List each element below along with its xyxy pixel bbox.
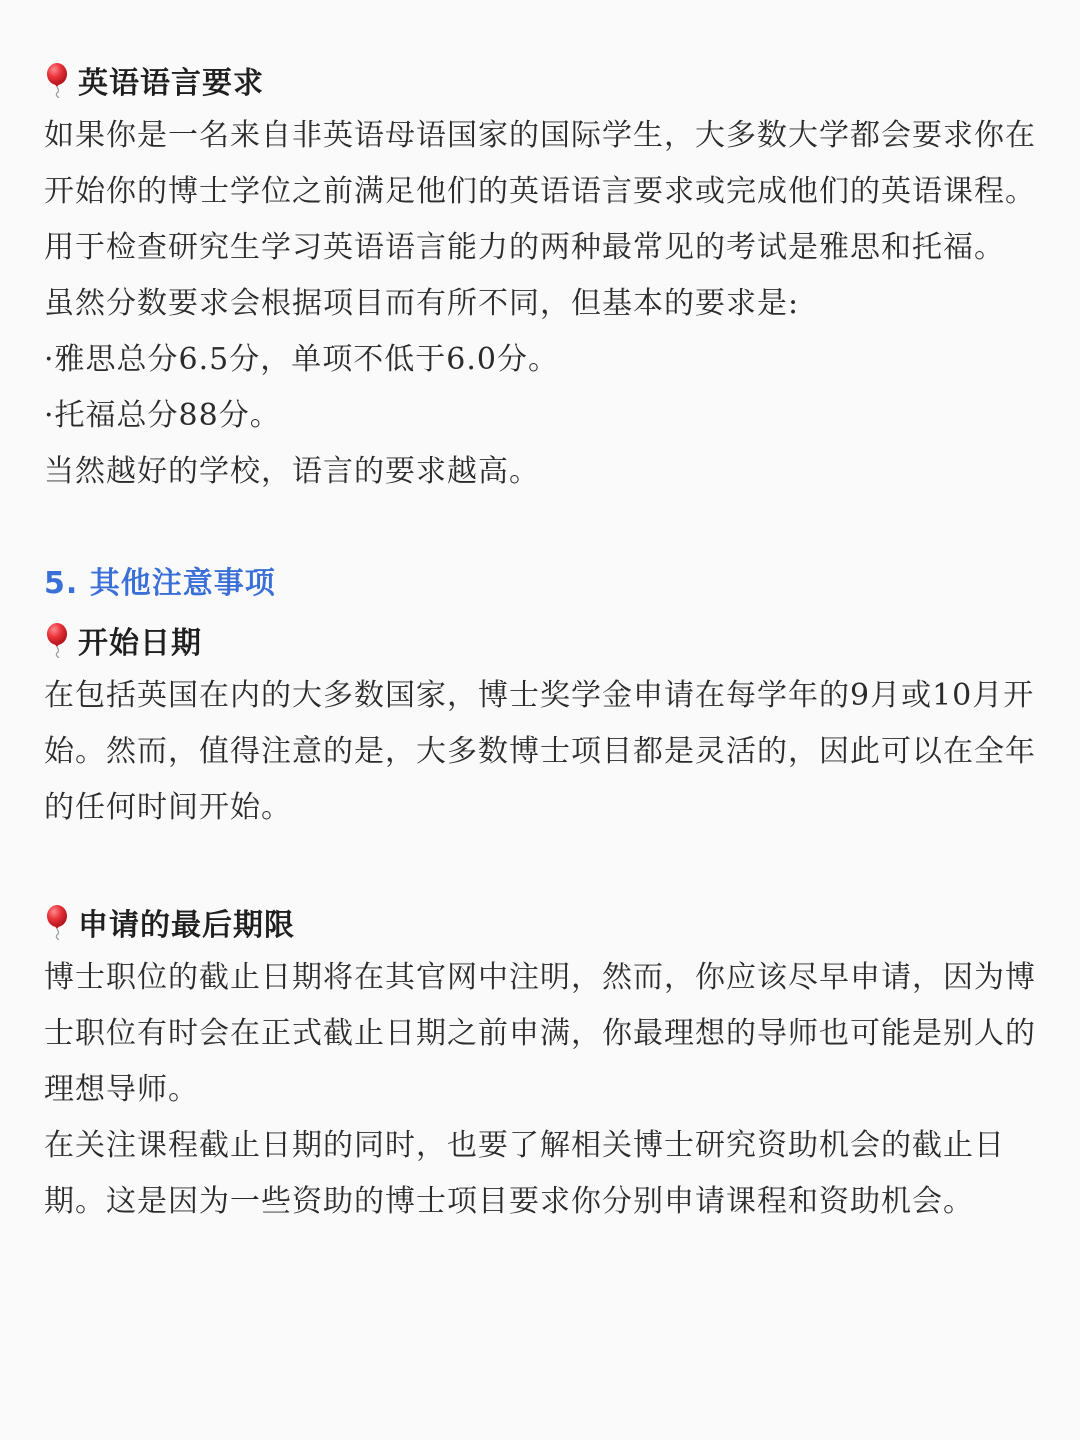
deadline-paragraph-1: 博士职位的截止日期将在其官网中注明，然而，你应该尽早申请，因为博士职位有时会在正式截止日期之前申满，你最理想的导师也可能是别人的理想导师。 xyxy=(44,960,1036,1107)
red-balloon-icon xyxy=(44,904,74,940)
deadline-paragraph-2: 在关注课程截止日期的同时，也要了解相关博士研究资助机会的截止日期。这是因为一些资助的博士项目要求你分别申请课程和资助机会。 xyxy=(44,1128,1005,1219)
english-paragraph-3: 虽然分数要求会根据项目而有所不同，但基本的要求是: xyxy=(44,286,800,321)
section-title-other-notes: 5. 其他注意事项 xyxy=(44,566,276,601)
english-paragraph-1: 如果你是一名来自非英语母语国家的国际学生，大多数大学都会要求你在开始你的博士学位之前满足他们的英语语言要求或完成他们的英语课程。 xyxy=(44,118,1036,209)
english-paragraph-2: 用于检查研究生学习英语语言能力的两种最常见的考试是雅思和托福。 xyxy=(44,230,1005,265)
english-requirements-heading xyxy=(44,52,1044,108)
english-paragraph-4: 当然越好的学校，语言的要求越高。 xyxy=(44,454,540,489)
toefl-requirement-item: ·托福总分88分。 xyxy=(44,398,281,433)
deadline-heading-text: 申请的最后期限 xyxy=(78,908,295,943)
start-date-heading-text: 开始日期 xyxy=(78,626,202,661)
start-date-paragraph: 在包括英国在内的大多数国家，博士奖学金申请在每学年的9月或10月开始。然而，值得注意的是，大多数博士项目都是灵活的，因此可以在全年的任何时间开始。 xyxy=(44,678,1036,825)
red-balloon-icon xyxy=(44,622,74,658)
english-requirements-heading-text: 英语语言要求 xyxy=(78,66,264,101)
spacer xyxy=(44,836,1044,894)
red-balloon-icon xyxy=(44,62,74,98)
article-content xyxy=(44,52,1044,1230)
start-date-heading xyxy=(44,612,1044,668)
deadline-heading xyxy=(44,894,1044,950)
ielts-requirement-item: ·雅思总分6.5分，单项不低于6.0分。 xyxy=(44,342,559,377)
spacer xyxy=(44,500,1044,556)
